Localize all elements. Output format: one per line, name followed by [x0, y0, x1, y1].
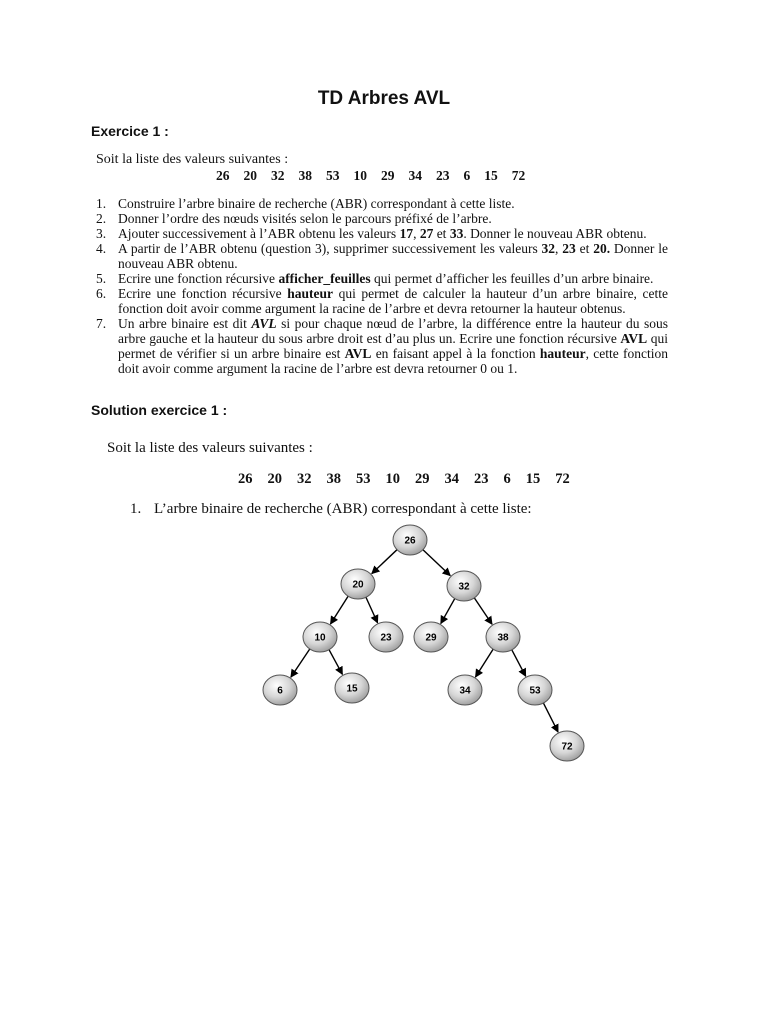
question-number: 1.	[96, 196, 107, 211]
tree-node-26	[393, 525, 427, 555]
tree-node-label: 6	[277, 685, 283, 697]
question-number: 4.	[96, 241, 107, 256]
question-text-part: AVL	[251, 316, 277, 331]
solution-value: 34	[444, 471, 459, 487]
question-text-part: en faisant appel à la fonction	[371, 346, 540, 361]
question-text-part: hauteur	[539, 346, 586, 361]
tree-edge-10-15	[329, 650, 342, 675]
tree-node-53	[518, 675, 552, 705]
tree-edge-10-6	[291, 649, 310, 677]
tree-edge-38-53	[512, 650, 526, 676]
question-text-part: Ecrire une fonction récursive	[118, 286, 288, 301]
question-number: 3.	[96, 226, 107, 241]
exercise-value: 32	[271, 168, 285, 183]
tree-node-10	[303, 622, 337, 652]
tree-node-label: 32	[458, 581, 470, 593]
tree-node-label: 29	[425, 632, 437, 644]
tree-edge-53-72	[543, 703, 558, 732]
tree-node-label: 23	[380, 632, 392, 644]
exercise-value: 6	[463, 168, 471, 183]
solution-value: 72	[555, 471, 570, 487]
tree-node-label: 72	[561, 741, 573, 753]
question-text-part: et	[433, 226, 450, 241]
question-text-part: qui permet de vérifier si un arbre binaire est	[118, 331, 668, 361]
question-text-part: 17	[399, 226, 414, 241]
tree-edge-20-23	[366, 597, 378, 623]
solution-heading: Solution exercice 1 :	[91, 402, 228, 418]
tree-node-label: 15	[346, 683, 358, 695]
solution-question-text: L’arbre binaire de recherche (ABR) correspondant à cette liste:	[154, 501, 532, 517]
tree-edge-26-20	[372, 550, 397, 574]
question-text-part: 23	[562, 241, 576, 256]
exercise-value: 15	[484, 168, 498, 183]
question-text-part: et	[575, 241, 594, 256]
question-text-part: 27	[419, 226, 434, 241]
page-title: TD Arbres AVL	[317, 88, 451, 109]
solution-value: 23	[474, 471, 489, 487]
exercise-value: 23	[436, 168, 450, 183]
tree-node-label: 26	[404, 535, 416, 547]
question-text-part: 20.	[593, 241, 611, 256]
solution-value: 10	[385, 471, 400, 487]
tree-node-72	[550, 731, 584, 761]
tree-node-label: 34	[459, 685, 471, 697]
question-text-part: . Donner le nouveau ABR obtenu.	[463, 226, 647, 241]
question-text-part: Construire l’arbre binaire de recherche (ABR) correspondant à cette liste.	[118, 196, 515, 211]
question-text-part: afficher_feuilles	[278, 271, 371, 286]
tree-node-38	[486, 622, 520, 652]
tree-node-label: 53	[529, 685, 541, 697]
solution-question-number: 1.	[130, 501, 142, 517]
exercise-value: 72	[511, 168, 526, 183]
solution-value: 26	[238, 471, 253, 487]
question-text-part: Ecrire une fonction récursive	[118, 271, 279, 286]
tree-edge-38-34	[475, 649, 493, 677]
exercise-heading: Exercice 1 :	[91, 123, 169, 139]
exercise-value: 20	[243, 168, 257, 183]
exercise-value: 29	[381, 168, 395, 183]
question-text-part: Donner l’ordre des nœuds visités selon le parcours préfixé de l’arbre.	[118, 211, 492, 226]
question-text-part: Un arbre binaire est dit	[118, 316, 252, 331]
solution-value: 53	[356, 471, 371, 487]
solution-value: 29	[415, 471, 430, 487]
question-text-part: si pour chaque nœud de l’arbre, la différence entre la hauteur du sous arbre gauche et la hauteur du sous arbre droit est d’au plus un. Ecrire une fonction récursive	[118, 316, 669, 346]
tree-node-label: 20	[352, 579, 364, 591]
question-text-part: ,	[555, 241, 563, 256]
question-text-part: 33	[449, 226, 464, 241]
question-text-part: qui permet d’afficher les feuilles d’un arbre binaire.	[370, 271, 654, 286]
exercise-value: 26	[216, 168, 230, 183]
tree-node-6	[263, 675, 297, 705]
question-text-part: A partir de l’ABR obtenu (question 3), supprimer successivement les valeurs	[118, 241, 542, 256]
question-text-part: ,	[413, 226, 420, 241]
question-text-part: qui permet de calculer la hauteur d’un arbre binaire, cette fonction doit avoir comme argument la racine de l’arbre et devra retourner la hauteur obtenus.	[118, 286, 668, 316]
solution-value: 6	[503, 471, 511, 487]
solution-value: 20	[267, 471, 282, 487]
tree-edge-32-38	[474, 598, 492, 624]
exercise-value: 34	[408, 168, 422, 183]
exercise-value: 53	[326, 168, 340, 183]
question-number: 5.	[96, 271, 107, 286]
solution-intro: Soit la liste des valeurs suivantes :	[107, 440, 313, 456]
question-text-part: AVL	[620, 331, 648, 346]
tree-node-label: 10	[314, 632, 326, 644]
tree-edge-26-32	[423, 550, 450, 576]
tree-edge-32-29	[441, 599, 455, 624]
tree-node-label: 38	[497, 632, 509, 644]
tree-node-23	[369, 622, 403, 652]
question-number: 7.	[96, 316, 107, 331]
question-text-part: Ajouter successivement à l’ABR obtenu les valeurs	[118, 226, 400, 241]
tree-node-15	[335, 673, 369, 703]
question-text-part: Donner le nouveau ABR obtenu.	[118, 241, 668, 271]
exercise-intro: Soit la liste des valeurs suivantes :	[96, 152, 289, 167]
question-text-part: AVL	[344, 346, 372, 361]
tree-node-29	[414, 622, 448, 652]
tree-node-32	[447, 571, 481, 601]
question-number: 6.	[96, 286, 107, 301]
tree-node-20	[341, 569, 375, 599]
solution-value: 32	[297, 471, 312, 487]
exercise-value: 38	[298, 168, 312, 183]
solution-value: 15	[525, 471, 541, 487]
question-text-part: 32	[541, 241, 556, 256]
tree-edge-20-10	[330, 596, 348, 624]
question-number: 2.	[96, 211, 107, 226]
question-text-part: hauteur	[287, 286, 333, 301]
tree-node-34	[448, 675, 482, 705]
question-text-part: , cette fonction doit avoir comme argument la racine de l’arbre est devra retourner 0 ou 1.	[118, 346, 669, 376]
solution-value: 38	[326, 471, 341, 487]
exercise-value: 10	[353, 168, 367, 183]
